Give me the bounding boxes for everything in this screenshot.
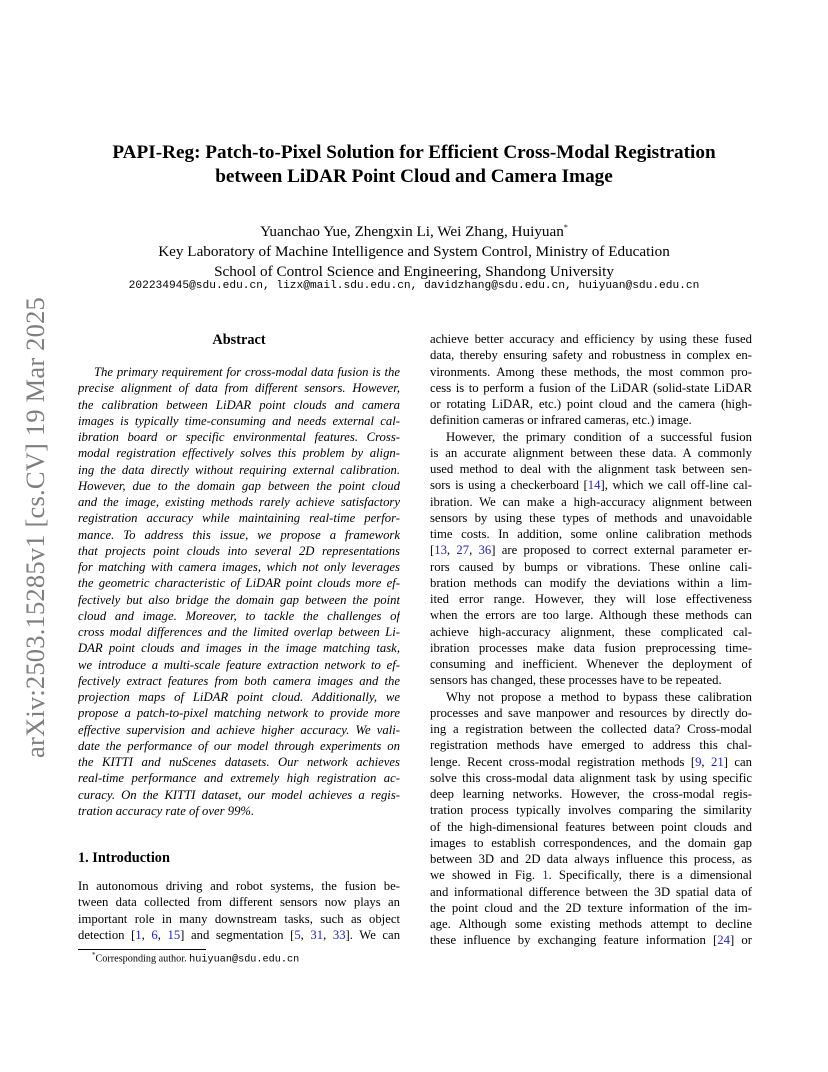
intro-line: important role in many downstream tasks, such as object — [78, 911, 400, 926]
citation-link[interactable]: 15 — [167, 927, 181, 942]
citation-link[interactable]: 24 — [717, 933, 730, 948]
paper-title — [60, 141, 768, 189]
author-names: Yuanchao Yue, Zhengxin Li, Wei Zhang, Huiyuan* — [260, 223, 568, 241]
body-line-with-citation: these influence by exchanging feature information [24] or — [430, 933, 752, 948]
title-line-2: between LiDAR Point Cloud and Camera Image — [215, 166, 613, 187]
title-line-1: PAPI-Reg: Patch-to-Pixel Solution for Efficient Cross-Modal Registration — [112, 142, 716, 163]
citation-link[interactable]: 6 — [151, 927, 158, 942]
corresponding-mark: * — [563, 223, 568, 232]
abstract-line: tration accuracy rate of over 99%. — [78, 803, 255, 818]
arxiv-stamp: arXiv:2503.15285v1 [cs.CV] 19 Mar 2025 — [20, 297, 50, 758]
abstract-line: effective supervision and achieve higher accuracy. We vali- — [78, 722, 400, 737]
abstract-line: cross modal differences and the limited overlap between Li- — [78, 625, 400, 639]
footnote-rule — [78, 949, 206, 950]
body-line-with-citation: sors is using a checkerboard [14], which we call off-line cal- — [430, 478, 752, 493]
body-line: bration methods can modify the deviations within a lim- — [430, 575, 752, 590]
body-line: processes and save manpower and resources by directly do- — [430, 705, 752, 720]
abstract-line: and the image, existing methods rarely achieve satisfactory — [78, 495, 400, 509]
abstract-heading: Abstract — [212, 332, 266, 348]
body-line: ibration processes make data fusion preprocessing time- — [430, 640, 752, 655]
body-line: registration methods have emerged to address this chal- — [430, 738, 752, 753]
citation-link[interactable]: 21 — [711, 754, 724, 769]
affiliation-1: Key Laboratory of Machine Intelligence and System Control, Ministry of Education — [158, 243, 670, 261]
intro-line-with-citations: detection [1, 6, 15] and segmentation [5, 31, 33]. We can — [78, 927, 400, 942]
citation-link[interactable]: 1 — [135, 927, 142, 942]
citation-link[interactable]: 27 — [456, 543, 470, 558]
citation-link[interactable]: 36 — [478, 543, 492, 558]
body-line: ited error range. However, they will lose effectiveness — [430, 592, 752, 606]
body-line: ibration. We can make a high-accuracy alignment between — [430, 494, 752, 509]
abstract-line: modal registration effectively solves this problem by align- — [78, 446, 400, 461]
citation-link[interactable]: 31 — [310, 927, 324, 942]
abstract-line: the geometric characteristic of LiDAR point clouds more ef- — [78, 576, 400, 591]
citation-link[interactable]: 13 — [434, 543, 447, 558]
body-line: sensors by using these types of methods and unavoidable — [430, 510, 752, 525]
abstract-line: However, due to the domain gap between the point cloud — [78, 478, 400, 493]
abstract-text — [78, 364, 400, 819]
body-line: used method to deal with the alignment task between sen- — [430, 462, 752, 476]
body-line: ing a registration between the collected data? Cross-modal — [430, 722, 752, 736]
affiliation-2: School of Control Science and Engineering, Shandong University — [214, 263, 614, 281]
body-line: data, thereby ensuring safety and robustness in complex en- — [430, 348, 752, 363]
body-line: However, the primary condition of a successful fusion — [446, 429, 752, 444]
abstract-line: fectively extract features from both camera images and the — [78, 673, 400, 688]
abstract-line: propose a patch-to-pixel matching network to provide more — [78, 706, 400, 721]
abstract-line: The primary requirement for cross-modal data fusion is the — [94, 365, 400, 379]
body-line: cess is to perform a fusion of the LiDAR (solid-state LiDAR — [430, 380, 752, 395]
author-block — [60, 218, 768, 282]
abstract-line: curacy. On the KITTI dataset, our model achieves a regis- — [78, 787, 400, 802]
citation-link[interactable]: 33 — [332, 927, 346, 942]
body-line: Why not propose a method to bypass these calibration — [446, 689, 752, 704]
intro-line: In autonomous driving and robot systems, the fusion be- — [78, 879, 400, 893]
footnote-email: huiyuan@sdu.edu.cn — [189, 954, 300, 966]
body-line: is an accurate alignment between these data. A commonly — [430, 445, 752, 460]
body-line: between 3D and 2D data always influence this process, as — [430, 852, 752, 866]
body-line: time costs. In addition, some online calibration methods — [430, 527, 752, 541]
introduction-text — [78, 878, 400, 943]
abstract-line: fectively but also bridge the domain gap between the point — [78, 592, 400, 607]
abstract-line: that projects point clouds into several 2D representations — [78, 543, 400, 558]
footnote: *Corresponding author. huiyuan@sdu.edu.cn — [92, 951, 300, 966]
body-line-with-citation: [13, 27, 36] are proposed to correct external parameter er- — [430, 543, 752, 558]
abstract-line: real-time performance and extremely high registration ac- — [78, 771, 400, 786]
abstract-line: DAR point clouds and images in the image matching task, — [78, 641, 400, 656]
body-line: vironments. Among these methods, the most common pro- — [430, 364, 752, 379]
body-line: or rotating LiDAR, etc.) point cloud and the camera (high- — [430, 397, 752, 411]
abstract-line: images is typically time-consuming and needs external cal- — [78, 413, 400, 428]
abstract-line: precise alignment of data from different sensors. However, — [78, 381, 400, 396]
body-line: consuming and inefficient. Whenever the deployment of — [430, 657, 752, 671]
figure-link[interactable]: 1 — [542, 868, 549, 883]
body-line: tration process typically involves comparing the similarity — [430, 803, 752, 818]
abstract-line: ibration board or specific environmental features. Cross- — [78, 430, 400, 444]
body-line-with-citation: we showed in Fig. 1. Specifically, there is a dimensional — [430, 868, 752, 883]
citation-link[interactable]: 14 — [587, 478, 601, 493]
citation-link[interactable]: 9 — [695, 754, 702, 769]
abstract-line: ing the data directly without requiring external calibration. — [78, 462, 400, 477]
body-line: sensors has changed, these processes have to be repeated. — [430, 673, 722, 688]
body-line: deep learning networks. However, the cross-modal regis- — [430, 787, 752, 801]
right-column-text — [430, 331, 752, 949]
abstract-line: mance. To address this issue, we propose a framework — [78, 527, 400, 542]
body-line: and informational difference between the 3D spatial data of — [430, 884, 752, 899]
body-line: rors caused by bumps or vibrations. These online cali- — [430, 559, 752, 574]
abstract-line: cloud and image. Moreover, to tackle the challenges of — [78, 608, 400, 623]
body-line: the point cloud and the 2D texture information of the im- — [430, 900, 752, 915]
citation-link[interactable]: 5 — [294, 927, 301, 942]
abstract-line: we introduce a multi-scale feature extraction network to ef- — [78, 657, 400, 672]
abstract-line: the KITTI and nuScenes datasets. Our network achieves — [78, 755, 400, 769]
body-line: solve this cross-modal data alignment task by using specific — [430, 770, 752, 785]
body-line: age. Although some existing methods attempt to decline — [430, 917, 752, 931]
abstract-line: registration accuracy while maintaining real-time perfor- — [78, 511, 400, 526]
body-line-with-citation: lenge. Recent cross-modal registration methods [9, 21] can — [430, 754, 752, 769]
body-line: when the errors are too large. Although these methods can — [430, 608, 752, 623]
abstract-line: for matching with camera images, which not only leverages — [78, 560, 400, 574]
section-heading-introduction: 1. Introduction — [78, 850, 170, 866]
body-line: definition cameras or infrared cameras, etc.) image. — [430, 413, 692, 428]
abstract-line: date the performance of our model through experiments on — [78, 738, 400, 753]
intro-line: tween data collected from different sensors now plays an — [78, 895, 400, 910]
body-line: images to establish correspondences, and the domain gap — [430, 835, 752, 850]
body-line: of the high-dimensional features between point clouds and — [430, 819, 752, 834]
abstract-line: the calibration between LiDAR point clouds and camera — [78, 397, 400, 412]
abstract-line: projection maps of LiDAR point cloud. Additionally, we — [78, 690, 400, 704]
body-line: achieve high-accuracy alignment, these complicated cal- — [430, 624, 752, 639]
body-line: achieve better accuracy and efficiency by using these fused — [430, 332, 752, 346]
author-emails: 202234945@sdu.edu.cn, lizx@mail.sdu.edu.cn, davidzhang@sdu.edu.cn, huiyuan@sdu.edu.cn — [128, 280, 700, 292]
